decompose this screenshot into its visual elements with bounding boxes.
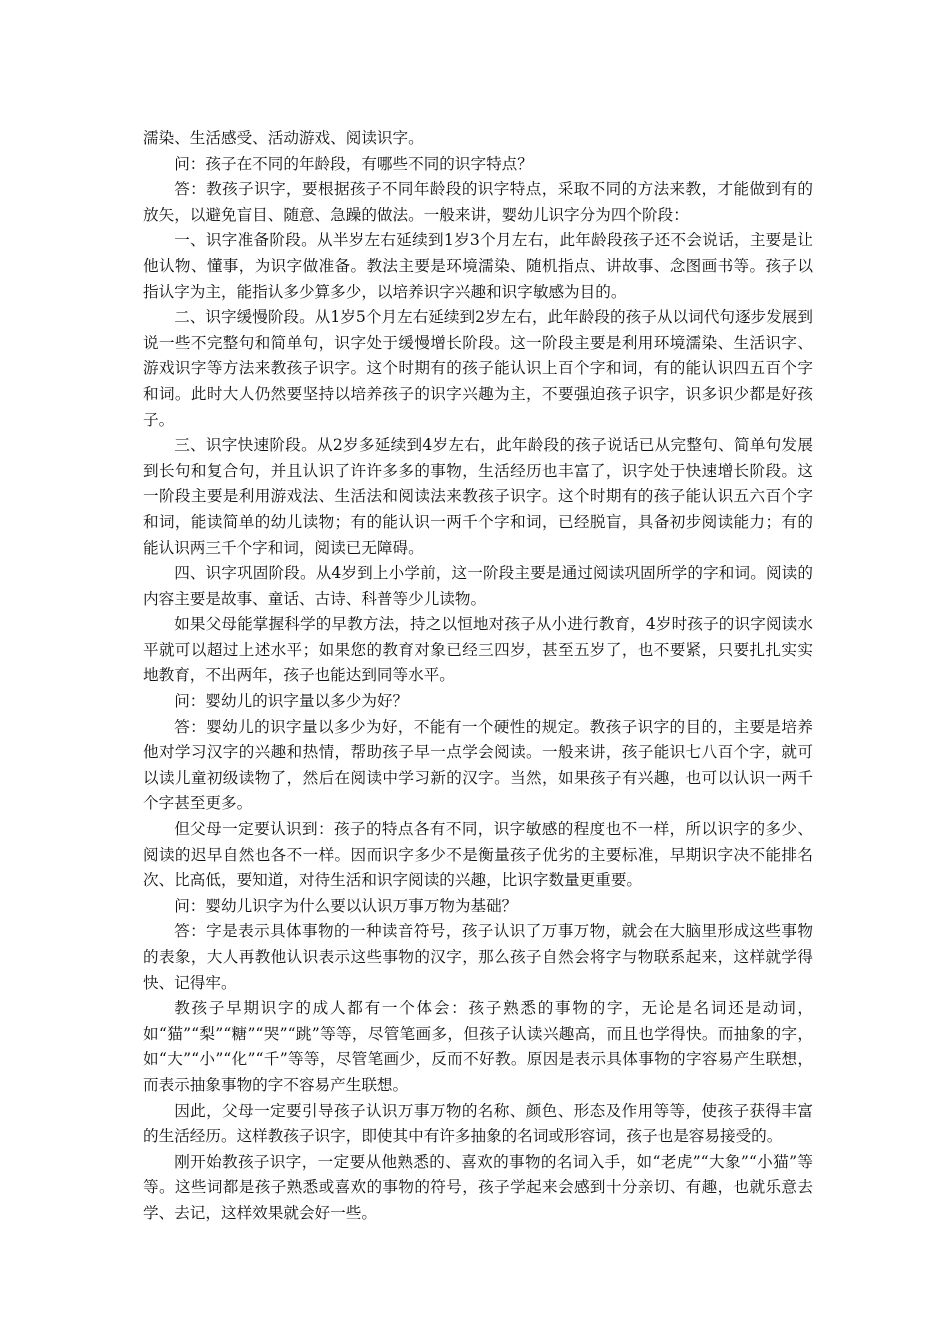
paragraph-question-quantity: 问：婴幼儿的识字量以多少为好？ <box>174 692 409 711</box>
paragraph-quantity-note: 但父母一定要认识到：孩子的特点各有不同，识字敏感的程度也不一样，所以识字的多少、阅读的迟早自然也各不一样。因而识字多少不是衡量孩子优劣的主要标准，早期识字决不能排名次、比高低，要知道，对待生活和识字阅读的兴趣，比识字数量更重要。 <box>143 820 813 890</box>
paragraph-method-note: 如果父母能掌握科学的早教方法，持之以恒地对孩子从小进行教育，4岁时孩子的识字阅读水平就可以超过上述水平；如果您的教育对象已经三四岁，甚至五岁了，也不要紧，只要扎扎实实地教育，不出两年，孩子也能达到同等水平。 <box>143 615 813 685</box>
paragraph-experience: 教孩子早期识字的成人都有一个体会：孩子熟悉的事物的字，无论是名词还是动词，如“猫”“梨”“糖”“哭”“跳”等等，尽管笔画多，但孩子认读兴趣高，而且也学得快。而抽象的字，如“大”“小”“化”“千”等等，尽管笔画少，反而不好教。原因是表示具体事物的字容易产生联想，而表示抽象事物的字不容易产生联想。 <box>143 999 813 1094</box>
paragraph-continuation: 濡染、生活感受、活动游戏、阅读识字。 <box>143 129 424 147</box>
paragraph-guidance: 因此，父母一定要引导孩子认识万事万物的名称、颜色、形态及作用等等，使孩子获得丰富的生活经历。这样教孩子识字，即使其中有许多抽象的名词或形容词，孩子也是容易接受的。 <box>143 1101 813 1146</box>
paragraph-answer-quantity: 答：婴幼儿的识字量以多少为好，不能有一个硬性的规定。教孩子识字的目的，主要是培养他对学习汉字的兴趣和热情，帮助孩子早一点学会阅读。一般来讲，孩子能识七八百个字，就可以读儿童初级读物了，然后在阅读中学习新的汉字。当然，如果孩子有兴趣，也可以认识一两千个字甚至更多。 <box>143 717 813 813</box>
body-text <box>143 126 813 1227</box>
paragraph-answer-foundation: 答：字是表示具体事物的一种读音符号，孩子认识了万事万物，就会在大脑里形成这些事物的表象，大人再教他认识表示这些事物的汉字，那么孩子自然会将字与物联系起来，这样就学得快、记得牢。 <box>143 922 813 992</box>
paragraph-stage-one: 一、识字准备阶段。从半岁左右延续到1岁3个月左右，此年龄段孩子还不会说话，主要是让他认物、懂事，为识字做准备。教法主要是环境濡染、随机指点、讲故事、念图画书等。孩子以指认字为主，能指认多少算多少，以培养识字兴趣和识字敏感为目的。 <box>143 231 813 301</box>
paragraph-question-foundation: 问：婴幼儿识字为什么要以认识万事万物为基础？ <box>174 896 518 915</box>
paragraph-question-age-stages: 问：孩子在不同的年龄段，有哪些不同的识字特点？ <box>174 154 533 173</box>
paragraph-stage-three: 三、识字快速阶段。从2岁多延续到4岁左右，此年龄段的孩子说话已从完整句、简单句发展到长句和复合句，并且认识了许许多多的事物，生活经历也丰富了，识字处于快速增长阶段。这一阶段主要是利用游戏法、生活法和阅读法来教孩子识字。这个时期有的孩子能认识五六百个字和词，能读简单的幼儿读物；有的能认识一两千个字和词，已经脱盲，具备初步阅读能力；有的能认识两三千个字和词，阅读已无障碍。 <box>143 436 813 557</box>
paragraph-stage-two: 二、识字缓慢阶段。从1岁5个月左右延续到2岁左右，此年龄段的孩子从以词代句逐步发展到说一些不完整句和简单句，识字处于缓慢增长阶段。这一阶段主要是利用环境濡染、生活识字、游戏识字等方法来教孩子识字。这个时期有的孩子能认识上百个字和词，有的能认识四五百个字和词。此时大人仍然要坚持以培养孩子的识字兴趣为主，不要强迫孩子识字，识多识少都是好孩子。 <box>143 308 813 429</box>
paragraph-stage-four: 四、识字巩固阶段。从4岁到上小学前，这一阶段主要是通过阅读巩固所学的字和词。阅读的内容主要是故事、童话、古诗、科普等少儿读物。 <box>143 564 813 608</box>
paragraph-answer-age-stages: 答：教孩子识字，要根据孩子不同年龄段的识字特点，采取不同的方法来教，才能做到有的放矢，以避免盲目、随意、急躁的做法。一般来讲，婴幼儿识字分为四个阶段： <box>143 180 813 224</box>
paragraph-start-nouns: 刚开始教孩子识字，一定要从他熟悉的、喜欢的事物的名词入手，如“老虎”“大象”“小猫”等等。这些词都是孩子熟悉或喜欢的事物的符号，孩子学起来会感到十分亲切、有趣，也就乐意去学、去记，这样效果就会好一些。 <box>143 1152 813 1222</box>
